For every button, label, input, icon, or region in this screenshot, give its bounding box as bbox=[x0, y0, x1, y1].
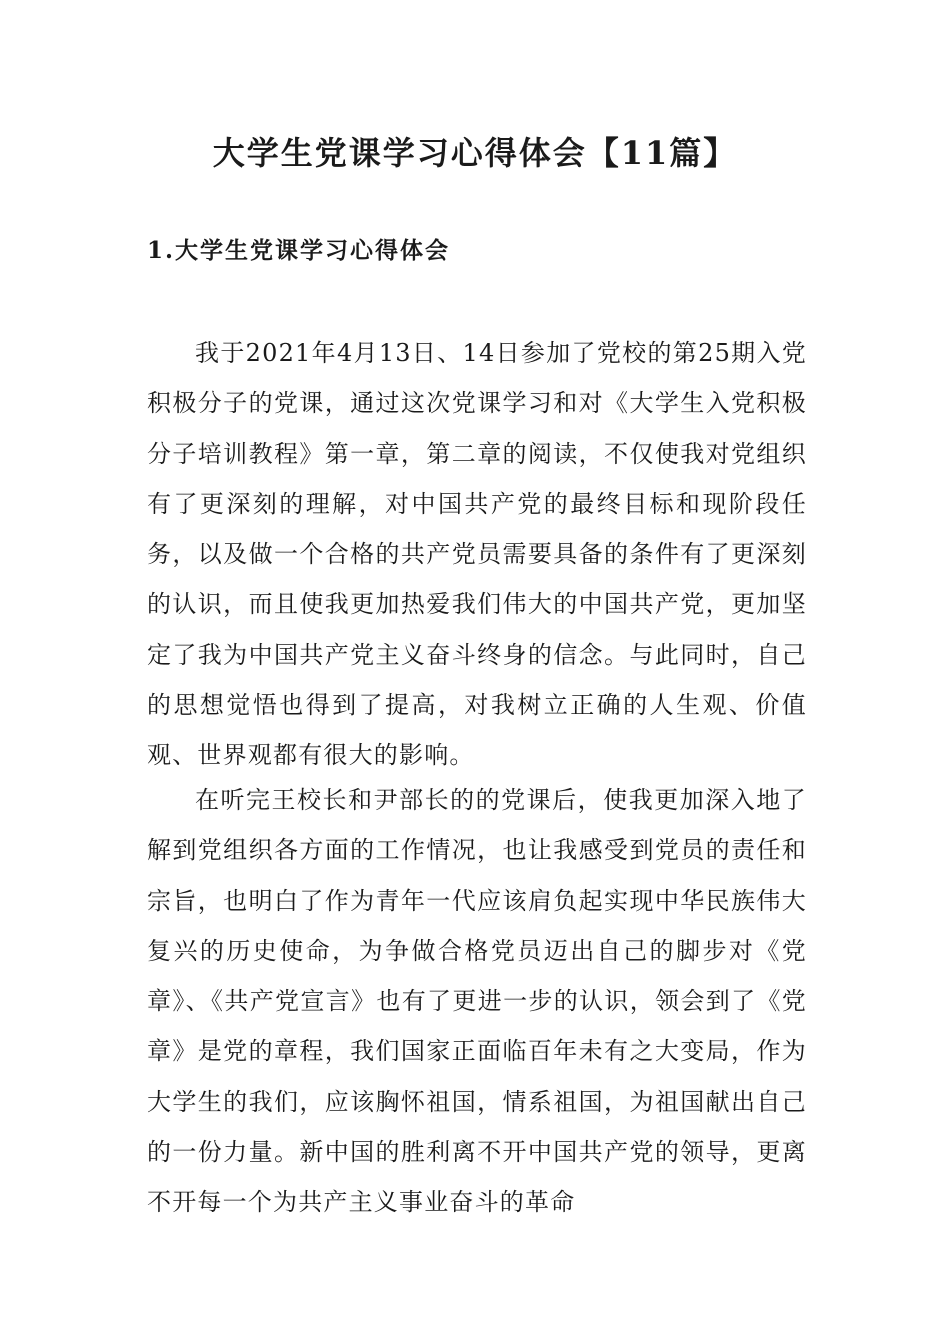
document-title: 大学生党课学习心得体会【11篇】 bbox=[212, 134, 738, 172]
body-paragraph: 在听完王校长和尹部长的的党课后，使我更加深入地了解到党组织各方面的工作情况，也让我感受到党员的责任和宗旨，也明白了作为青年一代应该肩负起实现中华民族伟大复兴的历史使命，为争做合格党员迈出自己的脚步对《党章》、《共产党宣言》也有了更进一步的认识，领会到了《党章》是党的章程，我们国家正面临百年未有之大变局，作为大学生的我们，应该胸怀祖国，情系祖国，为祖国献出自己的一份力量。新中国的胜利离不开中国共产党的领导，更离不开每一个为共产主义事业奋斗的革命 bbox=[147, 786, 807, 1217]
section-heading: 1.大学生党课学习心得体会 bbox=[147, 237, 451, 264]
body-paragraph: 我于2021年4月13日、14日参加了党校的第25期入党积极分子的党课，通过这次党课学习和对《大学生入党积极分子培训教程》第一章，第二章的阅读，不仅使我对党组织有了更深刻的理解，对中国共产党的最终目标和现阶段任务，以及做一个合格的共产党员需要具备的条件有了更深刻的认识，而且使我更加热爱我们伟大的中国共产党，更加坚定了我为中国共产党主义奋斗终身的信念。与此同时，自己的思想觉悟也得到了提高，对我树立正确的人生观、价值观、世界观都有很大的影响。 bbox=[147, 339, 807, 770]
